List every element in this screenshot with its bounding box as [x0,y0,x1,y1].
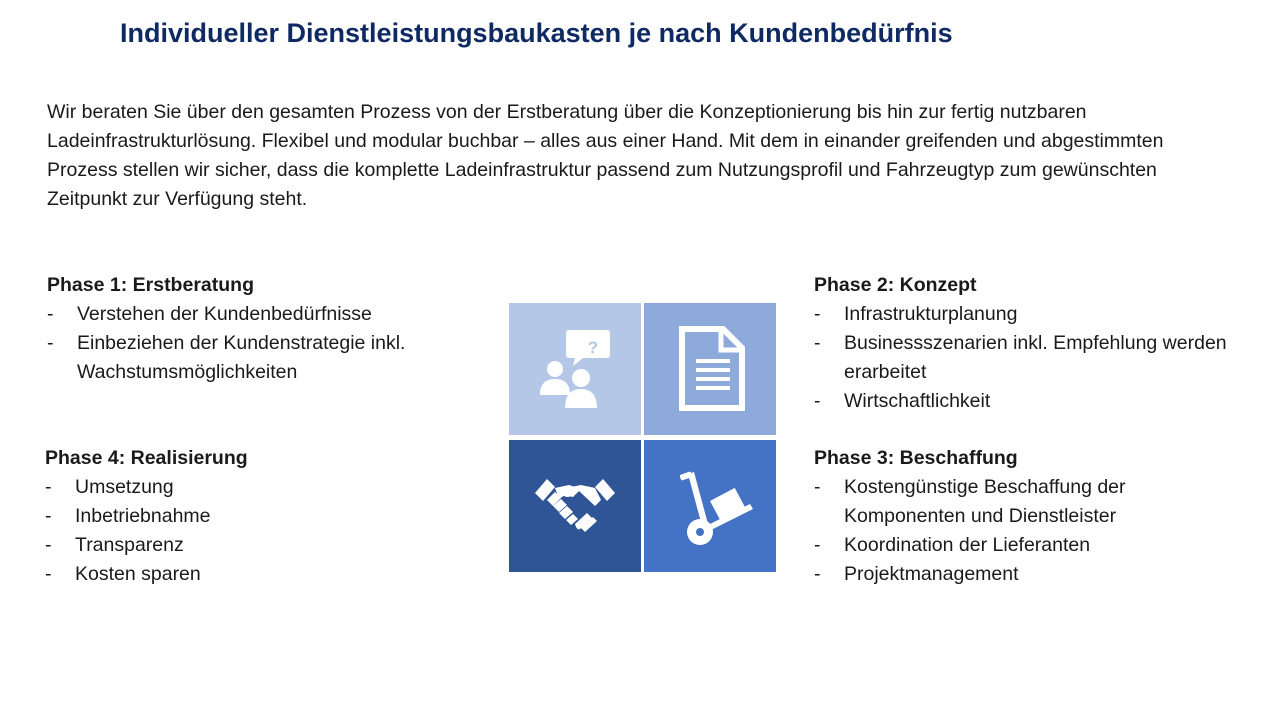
svg-text:?: ? [587,338,599,357]
tile-procurement [644,440,776,572]
phase-1-title: Phase 1: Erstberatung [47,274,254,296]
phase-4-block [45,444,465,589]
list-item: - Infrastrukturplanung [814,300,1234,329]
phase-3-title: Phase 3: Beschaffung [814,447,1018,469]
list-item: - Koordination der Lieferanten [814,531,1234,560]
list-item: - Umsetzung [45,473,465,502]
handshake-icon [509,440,641,572]
phase-2-list [814,300,1234,416]
list-item: - Wirtschaftlichkeit [814,387,1234,416]
list-item: - Einbeziehen der Kundenstrategie inkl. Wachstumsmöglichkeiten [47,329,467,387]
hand-truck-icon [644,440,776,572]
list-item: - Transparenz [45,531,465,560]
list-item: - Inbetriebnahme [45,502,465,531]
phase-1-list [47,300,467,387]
tile-consultation [509,303,641,435]
list-item: - Verstehen der Kundenbedürfnisse [47,300,467,329]
phase-2-block [814,271,1234,416]
phase-2-title: Phase 2: Konzept [814,274,977,296]
tile-realisation [509,440,641,572]
tile-concept [644,303,776,435]
phase-1-block [47,271,467,387]
phase-3-list [814,473,1234,589]
intro-paragraph: Wir beraten Sie über den gesamten Prozess von der Erstberatung über die Konzeptionierung bis hin zur fertig nutzbaren Ladeinfrastrukturlösung. Flexibel und modular buchbar – alles aus einer Hand. Mit dem in einander greifenden und abgestimmten Prozess stellen wir sicher, dass die komplette Ladeinfrastruktur passend zum Nutzungsprofil und Fahrzeugtyp zum gewünschten Zeitpunkt zur Verfügung steht. [47,101,1164,210]
page-title: Individueller Dienstleistungsbaukasten je nach Kundenbedürfnis [120,18,953,48]
list-item: - Businessszenarien inkl. Empfehlung werden erarbeitet [814,329,1234,387]
phase-3-block [814,444,1234,589]
phase-4-list [45,473,465,589]
consultation-icon [509,303,641,435]
list-item: - Kostengünstige Beschaffung der Komponenten und Dienstleister [814,473,1234,531]
document-icon [644,303,776,435]
phase-4-title: Phase 4: Realisierung [45,447,248,469]
list-item: - Projektmanagement [814,560,1234,589]
list-item: - Kosten sparen [45,560,465,589]
